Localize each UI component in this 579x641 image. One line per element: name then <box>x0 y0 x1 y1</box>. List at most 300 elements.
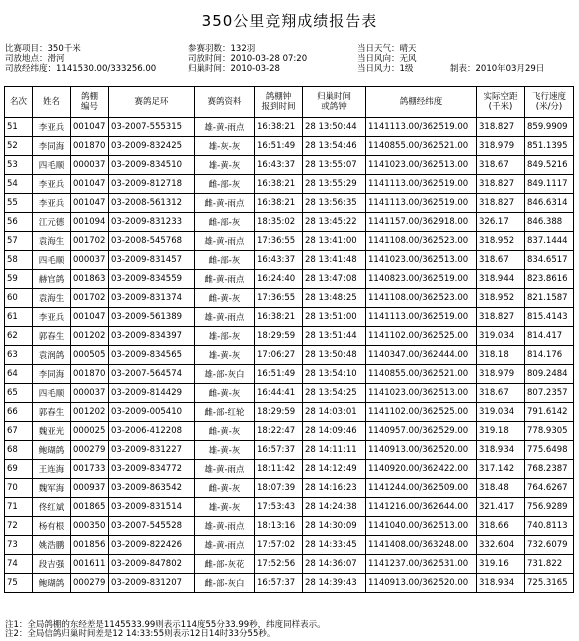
table-row <box>5 517 574 536</box>
table-cell: 1141102.00/362525.00 <box>366 327 477 346</box>
return-time: 归巢时间：2010-03-28 <box>188 64 280 74</box>
table-cell: 江元德 <box>33 213 71 232</box>
table-row <box>5 365 574 384</box>
table-cell: 16:24:40 <box>255 270 303 289</box>
table-cell: 318.934 <box>477 574 525 593</box>
table-cell: 319.18 <box>477 422 525 441</box>
table-cell: 姚浩鹏 <box>33 536 71 555</box>
table-cell: 16:57:37 <box>255 574 303 593</box>
table-cell: 袁海生 <box>33 289 71 308</box>
table-cell: 001865 <box>71 498 109 517</box>
table-cell: 03-2009-834565 <box>109 346 195 365</box>
table-cell: 28 13:45:22 <box>303 213 366 232</box>
table-cell: 03-2009-822426 <box>109 536 195 555</box>
table-cell: 16:38:21 <box>255 118 303 137</box>
table-cell: 雄-部-灰 <box>195 327 255 346</box>
table-cell: 雄-灰-灰 <box>195 137 255 156</box>
table-cell: 65 <box>5 384 33 403</box>
pigeon-count: 参赛羽数：132羽 <box>188 44 256 54</box>
table-cell: 55 <box>5 194 33 213</box>
table-cell: 1141216.00/362644.00 <box>366 498 477 517</box>
table-cell: 佟红斌 <box>33 498 71 517</box>
table-cell: 72 <box>5 517 33 536</box>
table-cell: 849.5216 <box>525 156 574 175</box>
table-cell: 318.827 <box>477 118 525 137</box>
table-cell: 李亚兵 <box>33 194 71 213</box>
table-cell: 318.944 <box>477 270 525 289</box>
table-cell: 319.034 <box>477 403 525 422</box>
table-cell: 318.827 <box>477 194 525 213</box>
table-cell: 28 13:55:29 <box>303 175 366 194</box>
table-cell: 000037 <box>71 156 109 175</box>
table-cell: 03-2009-847802 <box>109 555 195 574</box>
table-row <box>5 232 574 251</box>
table-cell: 1141108.00/362523.00 <box>366 232 477 251</box>
table-cell: 001047 <box>71 194 109 213</box>
table-cell: 66 <box>5 403 33 422</box>
table-cell: 16:51:49 <box>255 365 303 384</box>
table-cell: 70 <box>5 479 33 498</box>
table-cell: 03-2009-834397 <box>109 327 195 346</box>
table-cell: 001611 <box>71 555 109 574</box>
table-cell: 16:38:21 <box>255 308 303 327</box>
table-cell: 1141108.00/362523.00 <box>366 289 477 308</box>
table-cell: 74 <box>5 555 33 574</box>
table-cell: 54 <box>5 175 33 194</box>
table-cell: 雌-黄-雨点 <box>195 270 255 289</box>
column-header: 鸽棚钟 报到时间 <box>255 87 303 118</box>
table-cell: 03-2009-832425 <box>109 137 195 156</box>
table-cell: 03-2009-834559 <box>109 270 195 289</box>
table-cell: 1141113.00/362519.00 <box>366 194 477 213</box>
table-cell: 28 14:39:43 <box>303 574 366 593</box>
table-cell: 001702 <box>71 289 109 308</box>
table-cell: 03-2007-564574 <box>109 365 195 384</box>
table-cell: 318.67 <box>477 384 525 403</box>
results-table <box>4 86 574 593</box>
table-cell: 318.979 <box>477 137 525 156</box>
table-row <box>5 289 574 308</box>
column-header: 飞行速度 (米/分) <box>525 87 574 118</box>
table-cell: 03-2009-005410 <box>109 403 195 422</box>
table-cell: 000350 <box>71 517 109 536</box>
table-cell: 28 13:54:10 <box>303 365 366 384</box>
table-cell: 764.6267 <box>525 479 574 498</box>
table-cell: 69 <box>5 460 33 479</box>
table-cell: 李同海 <box>33 365 71 384</box>
table-cell: 28 13:50:48 <box>303 346 366 365</box>
table-cell: 846.388 <box>525 213 574 232</box>
table-cell: 雌-部-灰 <box>195 251 255 270</box>
table-cell: 60 <box>5 289 33 308</box>
table-cell: 318.827 <box>477 308 525 327</box>
table-cell: 赫官鸽 <box>33 270 71 289</box>
table-cell: 雄-黄-雨点 <box>195 460 255 479</box>
table-cell: 16:38:21 <box>255 194 303 213</box>
table-cell: 雌-部-灰花 <box>195 555 255 574</box>
table-cell: 雌-黄-灰 <box>195 422 255 441</box>
table-cell: 768.2387 <box>525 460 574 479</box>
table-cell: 28 14:24:38 <box>303 498 366 517</box>
table-cell: 1140957.00/362529.00 <box>366 422 477 441</box>
table-cell: 318.952 <box>477 289 525 308</box>
table-cell: 16:44:41 <box>255 384 303 403</box>
table-cell: 57 <box>5 232 33 251</box>
table-cell: 001702 <box>71 232 109 251</box>
table-cell: 28 14:33:45 <box>303 536 366 555</box>
table-cell: 001870 <box>71 365 109 384</box>
table-cell: 雌-部-灰 <box>195 213 255 232</box>
table-cell: 28 13:51:00 <box>303 308 366 327</box>
table-cell: 000279 <box>71 441 109 460</box>
table-cell: 1141023.00/362513.00 <box>366 156 477 175</box>
table-cell: 73 <box>5 536 33 555</box>
table-cell: 75 <box>5 574 33 593</box>
table-cell: 雌-黄-灰 <box>195 479 255 498</box>
column-header: 赛鸽足环 <box>109 87 195 118</box>
table-cell: 03-2007-555315 <box>109 118 195 137</box>
table-cell: 778.9305 <box>525 422 574 441</box>
table-cell: 雄-黄-雨点 <box>195 232 255 251</box>
table-cell: 袁海生 <box>33 232 71 251</box>
table-cell: 雄-部-灰白 <box>195 365 255 384</box>
table-cell: 雌-黄-灰 <box>195 384 255 403</box>
table-cell: 03-2006-412208 <box>109 422 195 441</box>
table-cell: 1141040.00/362513.00 <box>366 517 477 536</box>
column-header: 归巢时间 或鸽钟 <box>303 87 366 118</box>
table-cell: 28 13:56:35 <box>303 194 366 213</box>
table-cell: 1140823.00/362519.00 <box>366 270 477 289</box>
table-cell: 03-2008-545768 <box>109 232 195 251</box>
table-cell: 756.9289 <box>525 498 574 517</box>
race-info <box>5 45 575 75</box>
table-cell: 17:53:43 <box>255 498 303 517</box>
table-cell: 51 <box>5 118 33 137</box>
table-cell: 03-2009-831374 <box>109 289 195 308</box>
table-cell: 17:36:55 <box>255 232 303 251</box>
table-row <box>5 460 574 479</box>
table-cell: 28 13:41:00 <box>303 232 366 251</box>
table-cell: 16:57:37 <box>255 441 303 460</box>
table-cell: 791.6142 <box>525 403 574 422</box>
table-cell: 段吉强 <box>33 555 71 574</box>
table-cell: 28 14:11:11 <box>303 441 366 460</box>
table-row <box>5 498 574 517</box>
table-cell: 鲍瑚鸽 <box>33 441 71 460</box>
table-cell: 319.16 <box>477 555 525 574</box>
table-cell: 58 <box>5 251 33 270</box>
table-cell: 四毛顺 <box>33 156 71 175</box>
wind-force: 当日风力：1级 <box>357 64 414 74</box>
table-cell: 03-2009-814429 <box>109 384 195 403</box>
table-cell: 1141023.00/362513.00 <box>366 251 477 270</box>
table-row <box>5 346 574 365</box>
table-cell: 56 <box>5 213 33 232</box>
table-cell: 1141237.00/362531.00 <box>366 555 477 574</box>
table-cell: 319.034 <box>477 327 525 346</box>
table-cell: 001094 <box>71 213 109 232</box>
weather: 当日天气：晴天 <box>357 44 417 54</box>
table-cell: 李同海 <box>33 137 71 156</box>
column-header: 鸽棚经纬度 <box>366 87 477 118</box>
table-cell: 雌-部-灰白 <box>195 574 255 593</box>
table-cell: 68 <box>5 441 33 460</box>
table-cell: 28 13:41:48 <box>303 251 366 270</box>
release-time: 司放时间：2010-03-28 07:20 <box>188 54 308 64</box>
table-cell: 袁润鸽 <box>33 346 71 365</box>
table-cell: 03-2009-834510 <box>109 156 195 175</box>
table-row <box>5 403 574 422</box>
table-row <box>5 270 574 289</box>
table-cell: 1141102.00/362525.00 <box>366 403 477 422</box>
table-cell: 28 13:48:25 <box>303 289 366 308</box>
table-cell: 1141113.00/362519.00 <box>366 118 477 137</box>
table-cell: 雌-部-灰 <box>195 175 255 194</box>
table-cell: 62 <box>5 327 33 346</box>
table-cell: 001047 <box>71 175 109 194</box>
table-row <box>5 156 574 175</box>
table-cell: 16:43:37 <box>255 251 303 270</box>
table-cell: 18:29:59 <box>255 403 303 422</box>
table-cell: 28 14:12:49 <box>303 460 366 479</box>
table-row <box>5 384 574 403</box>
table-row <box>5 422 574 441</box>
table-cell: 03-2009-831514 <box>109 498 195 517</box>
table-cell: 17:36:55 <box>255 289 303 308</box>
table-cell: 28 13:55:07 <box>303 156 366 175</box>
table-cell: 28 13:51:44 <box>303 327 366 346</box>
table-cell: 雄-黄-雨点 <box>195 536 255 555</box>
table-row <box>5 251 574 270</box>
table-cell: 1141113.00/362519.00 <box>366 175 477 194</box>
table-cell: 雄-黄-灰 <box>195 498 255 517</box>
table-cell: 71 <box>5 498 33 517</box>
table-cell: 1141244.00/362509.00 <box>366 479 477 498</box>
table-cell: 03-2009-831233 <box>109 213 195 232</box>
table-cell: 1140347.00/362444.00 <box>366 346 477 365</box>
table-cell: 001870 <box>71 137 109 156</box>
table-cell: 28 13:54:46 <box>303 137 366 156</box>
table-cell: 318.934 <box>477 441 525 460</box>
table-body <box>5 118 574 593</box>
footnotes <box>5 621 326 639</box>
table-cell: 四毛顺 <box>33 384 71 403</box>
table-cell: 1140913.00/362520.00 <box>366 441 477 460</box>
table-cell: 1140855.00/362521.00 <box>366 137 477 156</box>
table-cell: 28 13:50:44 <box>303 118 366 137</box>
table-cell: 318.48 <box>477 479 525 498</box>
table-cell: 001863 <box>71 270 109 289</box>
table-cell: 18:22:47 <box>255 422 303 441</box>
release-place: 司放地点：滑河 <box>5 54 65 64</box>
table-cell: 318.827 <box>477 175 525 194</box>
table-cell: 17:52:56 <box>255 555 303 574</box>
table-row <box>5 536 574 555</box>
table-cell: 823.8616 <box>525 270 574 289</box>
footnote-2: 注2：全局信鸽归巢时间差是12 14:33:55则表示12日14时33分55秒。 <box>5 629 276 639</box>
table-cell: 16:51:49 <box>255 137 303 156</box>
table-cell: 814.176 <box>525 346 574 365</box>
table-cell: 318.66 <box>477 517 525 536</box>
table-cell: 李亚兵 <box>33 308 71 327</box>
table-cell: 001202 <box>71 327 109 346</box>
table-cell: 725.3165 <box>525 574 574 593</box>
table-cell: 846.6314 <box>525 194 574 213</box>
table-cell: 807.2357 <box>525 384 574 403</box>
table-cell: 000025 <box>71 422 109 441</box>
table-cell: 001047 <box>71 118 109 137</box>
table-cell: 28 14:30:09 <box>303 517 366 536</box>
table-cell: 28 14:03:01 <box>303 403 366 422</box>
footnote-1: 注1：全局鸽棚的东经差是1145533.99则表示114度55分33.99秒，纬度同样表示。 <box>5 620 326 630</box>
table-cell: 03-2008-561312 <box>109 194 195 213</box>
table-cell: 17:06:27 <box>255 346 303 365</box>
release-coords: 司放经纬度：1141530.00/333256.00 <box>5 64 157 74</box>
table-row <box>5 441 574 460</box>
table-cell: 03-2009-834772 <box>109 460 195 479</box>
table-cell: 魏亚光 <box>33 422 71 441</box>
table-cell: 1141408.00/363248.00 <box>366 536 477 555</box>
table-cell: 03-2009-831207 <box>109 574 195 593</box>
column-header: 姓名 <box>33 87 71 118</box>
table-row <box>5 194 574 213</box>
table-cell: 1140913.00/362520.00 <box>366 574 477 593</box>
table-cell: 雄-黄-雨点 <box>195 308 255 327</box>
table-cell: 雌-黄-灰 <box>195 289 255 308</box>
table-cell: 03-2009-561389 <box>109 308 195 327</box>
table-cell: 王连海 <box>33 460 71 479</box>
table-cell: 28 14:16:23 <box>303 479 366 498</box>
table-cell: 雄-黄-灰 <box>195 346 255 365</box>
table-cell: 雄-黄-雨点 <box>195 118 255 137</box>
table-cell: 雌-部-红轮 <box>195 403 255 422</box>
table-cell: 001856 <box>71 536 109 555</box>
table-cell: 809.2484 <box>525 365 574 384</box>
table-cell: 1141157.00/362918.00 <box>366 213 477 232</box>
column-header: 鸽棚 编号 <box>71 87 109 118</box>
table-cell: 18:29:59 <box>255 327 303 346</box>
table-cell: 03-2009-831457 <box>109 251 195 270</box>
table-cell: 18:13:16 <box>255 517 303 536</box>
column-header: 实际空距 (千米) <box>477 87 525 118</box>
table-cell: 001047 <box>71 308 109 327</box>
table-cell: 魏军海 <box>33 479 71 498</box>
table-cell: 318.952 <box>477 232 525 251</box>
table-cell: 03-2009-812718 <box>109 175 195 194</box>
made-date: 制表：2010年03月29日 <box>450 64 545 74</box>
table-cell: 17:57:02 <box>255 536 303 555</box>
table-cell: 28 13:47:08 <box>303 270 366 289</box>
table-cell: 杨有根 <box>33 517 71 536</box>
wind-direction: 当日风向：无风 <box>357 54 417 64</box>
table-cell: 000037 <box>71 251 109 270</box>
column-header: 赛鸽资料 <box>195 87 255 118</box>
table-cell: 李亚兵 <box>33 175 71 194</box>
table-cell: 000505 <box>71 346 109 365</box>
table-cell: 16:43:37 <box>255 156 303 175</box>
table-cell: 849.1117 <box>525 175 574 194</box>
table-cell: 鲍瑚鸽 <box>33 574 71 593</box>
table-cell: 18:07:39 <box>255 479 303 498</box>
table-cell: 61 <box>5 308 33 327</box>
table-row <box>5 175 574 194</box>
table-cell: 332.604 <box>477 536 525 555</box>
table-cell: 64 <box>5 365 33 384</box>
table-cell: 18:35:02 <box>255 213 303 232</box>
table-cell: 814.417 <box>525 327 574 346</box>
table-cell: 63 <box>5 346 33 365</box>
table-row <box>5 327 574 346</box>
table-cell: 318.67 <box>477 156 525 175</box>
table-row <box>5 213 574 232</box>
table-cell: 1141113.00/362519.00 <box>366 308 477 327</box>
table-cell: 000279 <box>71 574 109 593</box>
table-cell: 318.67 <box>477 251 525 270</box>
table-cell: 03-2009-831227 <box>109 441 195 460</box>
table-cell: 52 <box>5 137 33 156</box>
table-row <box>5 555 574 574</box>
table-cell: 四毛顺 <box>33 251 71 270</box>
table-cell: 1140920.00/362422.00 <box>366 460 477 479</box>
table-cell: 001202 <box>71 403 109 422</box>
table-cell: 郭春生 <box>33 327 71 346</box>
table-cell: 318.18 <box>477 346 525 365</box>
table-row <box>5 118 574 137</box>
table-cell: 67 <box>5 422 33 441</box>
table-cell: 雄-黄-灰 <box>195 441 255 460</box>
table-cell: 775.6498 <box>525 441 574 460</box>
table-cell: 28 14:36:07 <box>303 555 366 574</box>
table-cell: 821.1587 <box>525 289 574 308</box>
table-cell: 28 14:09:46 <box>303 422 366 441</box>
table-cell: 03-2007-545528 <box>109 517 195 536</box>
table-row <box>5 308 574 327</box>
table-row <box>5 479 574 498</box>
column-header: 名次 <box>5 87 33 118</box>
table-cell: 1140855.00/362521.00 <box>366 365 477 384</box>
table-cell: 李亚兵 <box>33 118 71 137</box>
table-cell: 000937 <box>71 479 109 498</box>
table-cell: 326.17 <box>477 213 525 232</box>
table-cell: 859.9909 <box>525 118 574 137</box>
table-cell: 53 <box>5 156 33 175</box>
table-cell: 317.142 <box>477 460 525 479</box>
table-cell: 03-2009-863542 <box>109 479 195 498</box>
table-header-row <box>5 87 574 118</box>
table-cell: 731.822 <box>525 555 574 574</box>
table-cell: 18:11:42 <box>255 460 303 479</box>
report-title: 350公里竞翔成绩报告表 <box>201 12 378 30</box>
table-row <box>5 137 574 156</box>
table-cell: 815.4143 <box>525 308 574 327</box>
table-cell: 321.417 <box>477 498 525 517</box>
table-cell: 雄-黄-灰 <box>195 156 255 175</box>
table-cell: 834.6517 <box>525 251 574 270</box>
table-cell: 雄-黄-雨点 <box>195 517 255 536</box>
table-row <box>5 574 574 593</box>
table-cell: 851.1395 <box>525 137 574 156</box>
table-cell: 740.8113 <box>525 517 574 536</box>
race-label: 比赛项目：350千米 <box>5 44 81 54</box>
table-cell: 28 13:54:25 <box>303 384 366 403</box>
table-cell: 16:38:21 <box>255 175 303 194</box>
table-cell: 732.6079 <box>525 536 574 555</box>
table-cell: 雌-黄-雨点 <box>195 194 255 213</box>
table-cell: 1141023.00/362513.00 <box>366 384 477 403</box>
table-cell: 000037 <box>71 384 109 403</box>
table-cell: 837.1444 <box>525 232 574 251</box>
table-cell: 59 <box>5 270 33 289</box>
